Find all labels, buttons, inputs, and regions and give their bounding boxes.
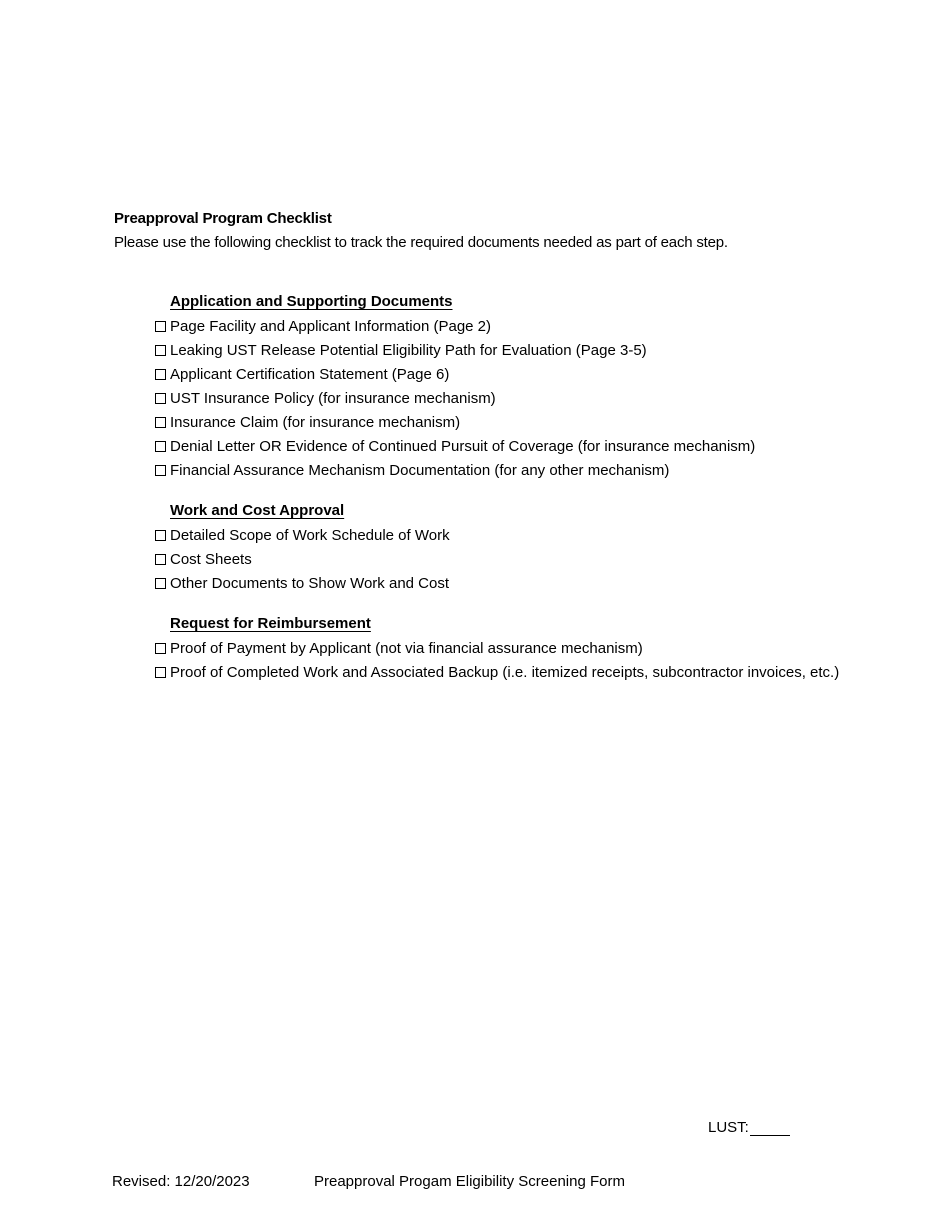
- checkbox[interactable]: [155, 369, 166, 380]
- checklist-item-label: Proof of Payment by Applicant (not via financial assurance mechanism): [170, 639, 643, 657]
- lust-label: LUST:: [708, 1119, 749, 1136]
- lust-input-line[interactable]: [750, 1119, 790, 1136]
- checklist-item-label: Cost Sheets: [170, 550, 252, 568]
- section-reimbursement: [154, 612, 914, 684]
- checklist-item: [154, 458, 914, 482]
- checkbox[interactable]: [155, 530, 166, 541]
- checklist-item: [154, 636, 914, 660]
- checklist-item: [154, 523, 914, 547]
- checklist-item: [154, 362, 914, 386]
- checkbox[interactable]: [155, 554, 166, 565]
- checklist-item-label: Proof of Completed Work and Associated Backup (i.e. itemized receipts, subcontractor invoices, etc.): [170, 663, 840, 681]
- checkbox[interactable]: [155, 667, 166, 678]
- checklist-item: [154, 571, 914, 595]
- checkbox[interactable]: [155, 321, 166, 332]
- checkbox[interactable]: [155, 465, 166, 476]
- footer-form-name: Preapproval Progam Eligibility Screening Form: [314, 1173, 625, 1190]
- checklist-item: [154, 386, 914, 410]
- checklist-item: [154, 410, 914, 434]
- checklist-item-label: Page Facility and Applicant Information (Page 2): [170, 317, 492, 335]
- section-work-cost: [154, 499, 914, 595]
- checkbox[interactable]: [155, 578, 166, 589]
- checkbox[interactable]: [155, 417, 166, 428]
- checklist-item-label: UST Insurance Policy (for insurance mechanism): [170, 389, 496, 407]
- checklist-item: [154, 660, 914, 684]
- checklist-item: [154, 434, 914, 458]
- checklist-item: [154, 547, 914, 571]
- checklist-item-label: Insurance Claim (for insurance mechanism): [170, 413, 461, 431]
- section-heading: Work and Cost Approval: [170, 502, 345, 519]
- checkbox[interactable]: [155, 393, 166, 404]
- section-heading: Request for Reimbursement: [170, 615, 371, 632]
- checklist-item-label: Denial Letter OR Evidence of Continued Pursuit of Coverage (for insurance mechanism): [170, 437, 756, 455]
- section-application: [154, 290, 914, 482]
- lust-field: [708, 1119, 790, 1136]
- checklist-item-label: Detailed Scope of Work Schedule of Work: [170, 526, 450, 544]
- checkbox[interactable]: [155, 441, 166, 452]
- checklist-item: [154, 314, 914, 338]
- footer-revised-date: Revised: 12/20/2023: [112, 1173, 250, 1190]
- checklist-item-label: Other Documents to Show Work and Cost: [170, 574, 450, 592]
- checklist-item: [154, 338, 914, 362]
- checklist-item-label: Leaking UST Release Potential Eligibility Path for Evaluation (Page 3-5): [170, 341, 647, 359]
- intro-text: Please use the following checklist to track the required documents needed as part of each step.: [114, 234, 728, 251]
- checklist-item-label: Applicant Certification Statement (Page 6): [170, 365, 450, 383]
- checkbox[interactable]: [155, 643, 166, 654]
- section-heading: Application and Supporting Documents: [170, 293, 453, 310]
- page-title: Preapproval Program Checklist: [114, 210, 332, 227]
- checkbox[interactable]: [155, 345, 166, 356]
- checklist-item-label: Financial Assurance Mechanism Documentation (for any other mechanism): [170, 461, 670, 479]
